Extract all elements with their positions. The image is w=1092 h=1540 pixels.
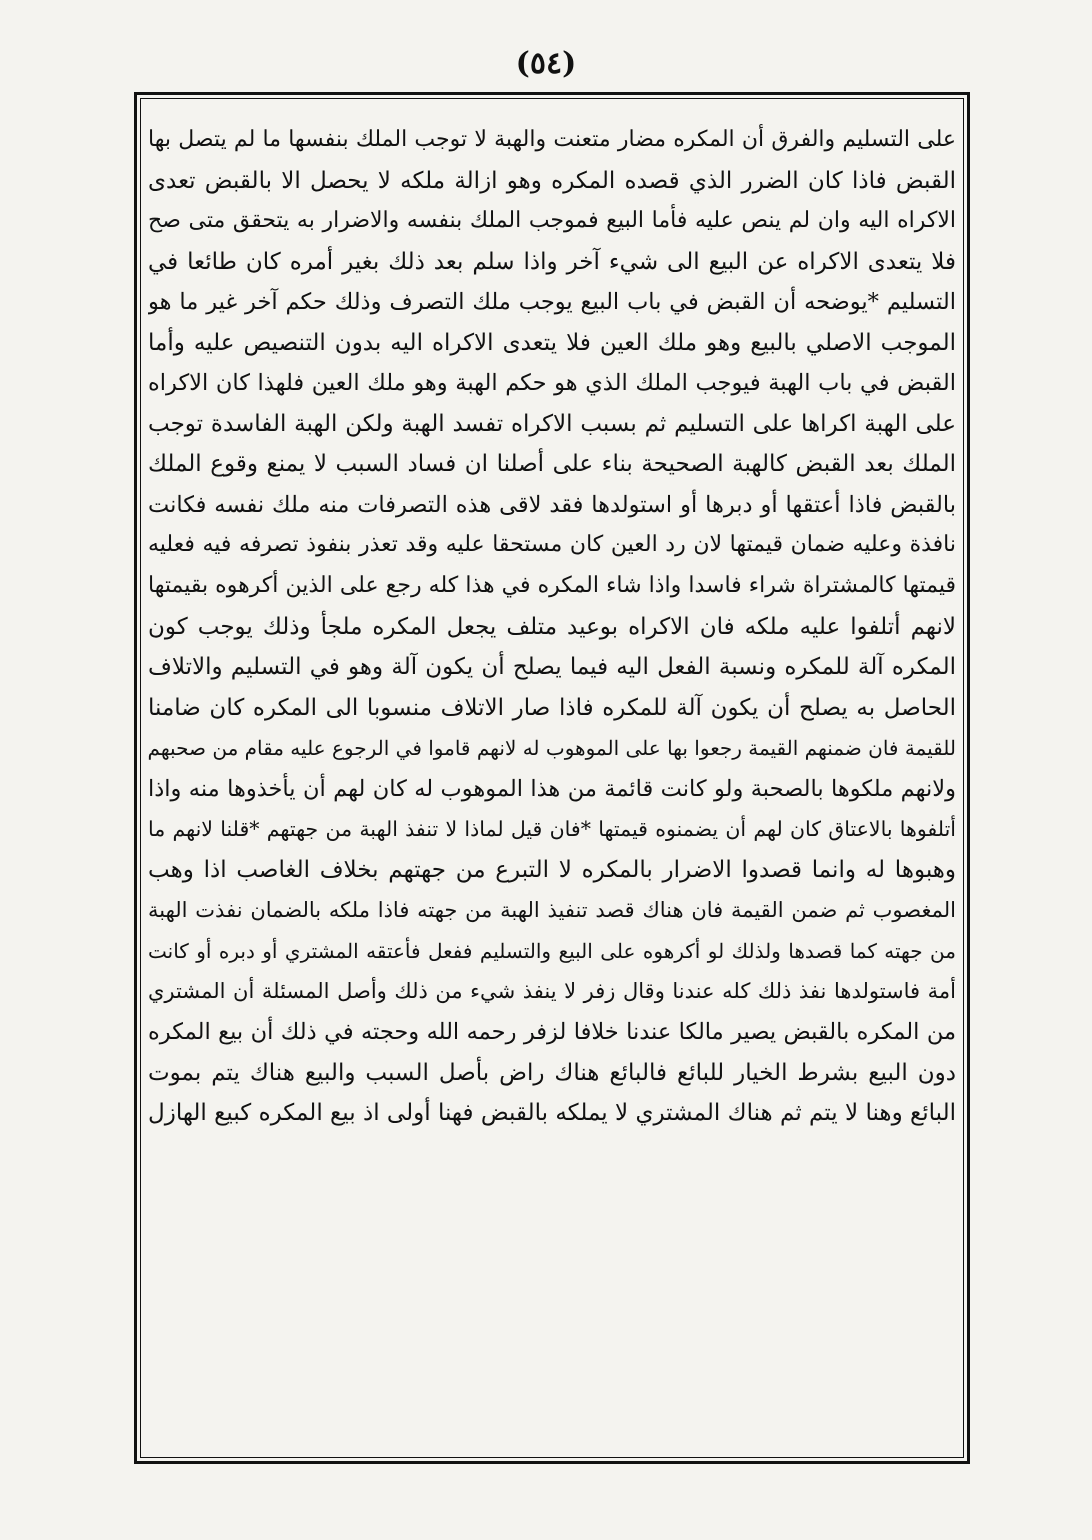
text-line: القبض في باب الهبة فيوجب الملك الذي هو حكم الهبة وهو ملك العين فلهذا كان الاكراه bbox=[148, 370, 956, 397]
text-line: فلا يتعدى الاكراه عن البيع الى شيء آخر واذا سلم بعد ذلك بغير أمره كان طائعا في bbox=[148, 248, 956, 275]
text-line: على التسليم والفرق أن المكره مضار متعنت والهبة لا توجب الملك بنفسها ما لم يتصل بها bbox=[148, 127, 956, 152]
text-line: أتلفوها بالاعتاق كان لهم أن يضمنوه قيمتها *فان قيل لماذا لا تنفذ الهبة من جهتهم *قلنا لانهم ما bbox=[148, 817, 956, 842]
text-line: الملك بعد القبض كالهبة الصحيحة بناء على أصلنا ان فساد السبب لا يمنع وقوع الملك bbox=[148, 451, 956, 478]
text-line: أمة فاستولدها نفذ ذلك كله عندنا وقال زفر لا ينفذ شيء من ذلك وأصل المسئلة أن المشتري bbox=[148, 979, 956, 1004]
text-line: المكره آلة للمكره ونسبة الفعل اليه فيما يصلح أن يكون آلة وهو في التسليم والاتلاف bbox=[148, 654, 956, 681]
text-line: الحاصل به يصلح أن يكون آلة للمكره فاذا صار الاتلاف منسوبا الى المكره كان ضامنا bbox=[148, 694, 956, 721]
page-number: (٥٤) bbox=[515, 46, 577, 81]
text-line: وهبوها له وانما قصدوا الاضرار بالمكره لا التبرع من جهتهم بخلاف الغاصب اذا وهب bbox=[148, 856, 956, 883]
text-line: من جهته كما قصدها ولذلك لو أكرهوه على البيع والتسليم ففعل فأعتقه المشتري أو دبره أو كانت bbox=[148, 938, 956, 963]
text-line: القبض فاذا كان الضرر الذي قصده المكره وهو ازالة ملكه لا يحصل الا بالقبض تعدى bbox=[148, 167, 956, 194]
text-line: للقيمة فان ضمنهم القيمة رجعوا بها على الموهوب له لانهم قاموا في الرجوع عليه مقام من صحبهم bbox=[148, 736, 956, 761]
text-line: المغصوب ثم ضمن القيمة فان هناك قصد تنفيذ الهبة من جهته فاذا ملكه بالضمان نفذت الهبة bbox=[148, 898, 956, 923]
text-body bbox=[148, 120, 956, 1134]
text-line: نافذة وعليه ضمان قيمتها لان رد العين كان مستحقا عليه وقد تعذر بنفوذ تصرفه فيه فعليه bbox=[148, 532, 956, 558]
text-line: البائع وهنا لا يتم ثم هناك المشتري لا يملكه بالقبض فهنا أولى اذ بيع المكره كبيع الهازل bbox=[148, 1100, 956, 1127]
text-line: التسليم *يوضحه أن القبض في باب البيع يوجب ملك التصرف وذلك حكم آخر غير ما هو bbox=[148, 289, 956, 316]
text-line: من المكره بالقبض يصير مالكا عندنا خلافا لزفر رحمه الله وحجته في ذلك أن بيع المكره bbox=[148, 1019, 956, 1046]
text-line: ولانهم ملكوها بالصحبة ولو كانت قائمة من هذا الموهوب له كان لهم أن يأخذوها منه واذا bbox=[148, 775, 956, 802]
text-line: الموجب الاصلي بالبيع وهو ملك العين فلا يتعدى الاكراه اليه بدون التنصيص عليه وأما bbox=[148, 329, 956, 356]
text-line: دون البيع بشرط الخيار للبائع فالبائع هناك راض بأصل السبب والبيع هناك يتم بموت bbox=[148, 1059, 956, 1086]
text-line: بالقبض فاذا أعتقها أو دبرها أو استولدها فقد لاقى هذه التصرفات منه ملك نفسه فكانت bbox=[148, 491, 956, 518]
text-line: الاكراه اليه وان لم ينص عليه فأما البيع فموجب الملك بنفسه والاضرار به يتحقق متى صح bbox=[148, 208, 956, 234]
text-line: لانهم أتلفوا عليه ملكه فان الاكراه بوعيد متلف يجعل المكره ملجأ وذلك يوجب كون bbox=[148, 613, 956, 640]
text-line: على الهبة اكراها على التسليم ثم بسبب الاكراه تفسد الهبة ولكن الهبة الفاسدة توجب bbox=[148, 410, 956, 437]
text-line: قيمتها كالمشتراة شراء فاسدا واذا شاء المكره في هذا كله رجع على الذين أكرهوه بقيمتها bbox=[148, 573, 956, 599]
